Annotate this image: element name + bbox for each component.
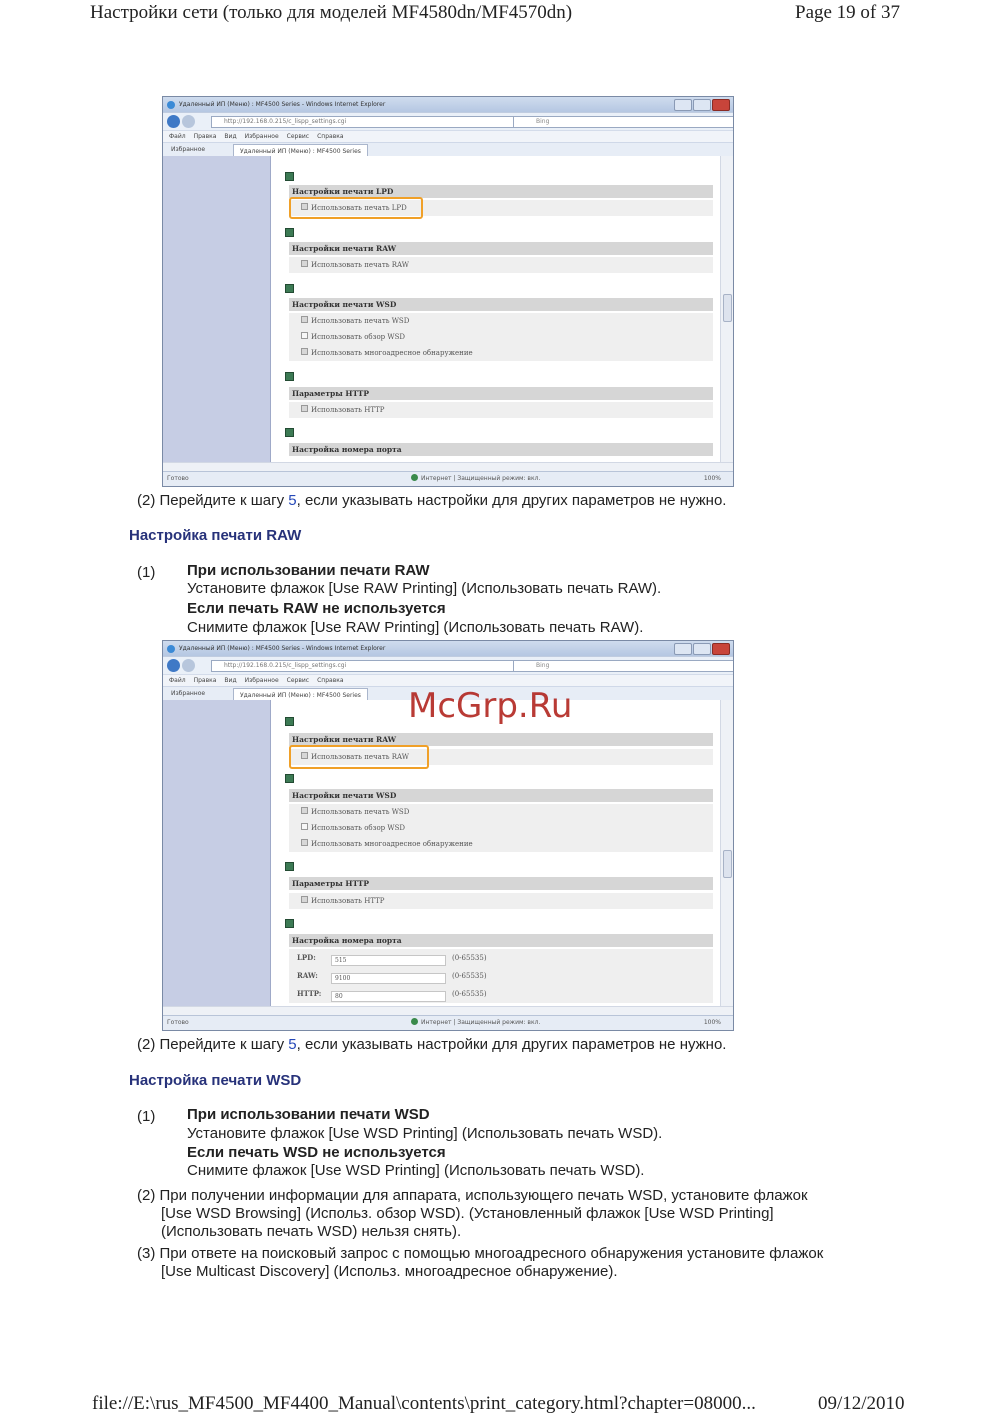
ie-icon	[167, 645, 175, 653]
raw-label: Использовать печать RAW	[311, 261, 409, 269]
port-row-http	[289, 985, 713, 1003]
minimize-button[interactable]	[674, 643, 692, 655]
left-nav-panel	[163, 700, 271, 1016]
highlight-raw	[289, 745, 429, 769]
forward-icon[interactable]	[182, 115, 195, 128]
wsd-step-2-line-3: (Использовать печать WSD) нельзя снять).	[161, 1223, 462, 1240]
status-text: Готово	[167, 475, 189, 482]
browser-window-1	[162, 96, 734, 487]
collapse-icon[interactable]	[285, 774, 294, 783]
wsd-printing-checkbox[interactable]	[301, 316, 308, 323]
collapse-icon[interactable]	[285, 284, 294, 293]
wsd-printing-checkbox[interactable]	[301, 807, 308, 814]
footer-date: 09/12/2010	[818, 1393, 905, 1414]
address-bar	[163, 112, 733, 130]
wsd-step-1-number: (1)	[137, 1108, 156, 1125]
http-label: Использовать HTTP	[311, 897, 385, 905]
menu-help[interactable]: Справка	[317, 677, 344, 684]
http-port-input[interactable]: 80	[331, 991, 446, 1002]
wsd-use-title: При использовании печати WSD	[187, 1106, 430, 1123]
http-checkbox[interactable]	[301, 405, 308, 412]
menu-tools[interactable]: Сервис	[286, 133, 310, 140]
menu-view[interactable]: Вид	[224, 133, 237, 140]
wsd-printing-label: Использовать печать WSD	[311, 317, 410, 325]
search-input[interactable]: Bing	[513, 660, 734, 672]
raw-checkbox[interactable]	[301, 260, 308, 267]
port-range: (0-65535)	[452, 990, 487, 998]
collapse-icon[interactable]	[285, 172, 294, 181]
menu-favorites[interactable]: Избранное	[244, 133, 279, 140]
wsd-option-1	[289, 313, 713, 329]
http-option	[289, 402, 713, 418]
zoom-level[interactable]: 100%	[703, 1019, 721, 1026]
menu-edit[interactable]: Правка	[193, 133, 217, 140]
lpd-header: Настройки печати LPD	[289, 185, 713, 198]
zone-status: Интернет | Защищенный режим: вкл.	[411, 1016, 540, 1030]
wsd-header: Настройки печати WSD	[289, 298, 713, 311]
multicast-label: Использовать многоадресное обнаружение	[311, 840, 473, 848]
address-bar	[163, 656, 733, 674]
watermark: McGrp.Ru	[408, 686, 573, 726]
raw-use-text: Установите флажок [Use RAW Printing] (Использовать печать RAW).	[187, 580, 662, 597]
raw-header: Настройки печати RAW	[289, 242, 713, 255]
wsd-step-3-line-1: (3) При ответе на поисковый запрос с помощью многоадресного обнаружения установите флажок	[137, 1245, 824, 1262]
status-text: Готово	[167, 1019, 189, 1026]
minimize-button[interactable]	[674, 99, 692, 111]
collapse-icon[interactable]	[285, 919, 294, 928]
step-5-link[interactable]: 5	[288, 492, 297, 509]
raw-section-title: Настройка печати RAW	[129, 527, 302, 544]
raw-notuse-title: Если печать RAW не используется	[187, 600, 446, 617]
http-header: Параметры HTTP	[289, 387, 713, 400]
lpd-port-input[interactable]: 515	[331, 955, 446, 966]
collapse-icon[interactable]	[285, 372, 294, 381]
menu-file[interactable]: Файл	[169, 677, 186, 684]
wsd-notuse-title: Если печать WSD не используется	[187, 1144, 446, 1161]
footer-path: file://E:\rus_MF4500_MF4400_Manual\contents\print_category.html?chapter=08000...	[92, 1393, 756, 1414]
wsd-step-2-line-2: [Use WSD Browsing] (Использ. обзор WSD). (Установленный флажок [Use WSD Printing]	[161, 1205, 774, 1222]
status-bar	[163, 471, 733, 486]
maximize-button[interactable]	[693, 99, 711, 111]
raw-port-input[interactable]: 9100	[331, 973, 446, 984]
raw-step-1-number: (1)	[137, 564, 156, 581]
forward-icon[interactable]	[182, 659, 195, 672]
http-header: Параметры HTTP	[289, 877, 713, 890]
port-row-raw	[289, 967, 713, 985]
http-option	[289, 893, 713, 909]
page-content	[163, 700, 733, 1016]
wsd-use-text: Установите флажок [Use WSD Printing] (Использовать печать WSD).	[187, 1125, 663, 1142]
http-label: Использовать HTTP	[311, 406, 385, 414]
close-button[interactable]	[712, 99, 730, 111]
settings-pane	[283, 700, 713, 1016]
vertical-scrollbar[interactable]	[720, 156, 733, 472]
collapse-icon[interactable]	[285, 717, 294, 726]
menu-favorites[interactable]: Избранное	[244, 677, 279, 684]
favorites-bar	[163, 142, 733, 157]
port-label: LPD:	[297, 953, 316, 962]
url-input[interactable]: http://192.168.0.215/c_lispp_settings.cgi	[211, 660, 515, 672]
window-title: Удаленный ИП (Меню) : MF4500 Series - Windows Internet Explorer	[179, 101, 386, 108]
collapse-icon[interactable]	[285, 228, 294, 237]
wsd-notuse-text: Снимите флажок [Use WSD Printing] (Использовать печать WSD).	[187, 1162, 645, 1179]
menu-bar	[163, 130, 733, 142]
menu-help[interactable]: Справка	[317, 133, 344, 140]
port-row-lpd	[289, 949, 713, 967]
window-titlebar	[163, 97, 733, 112]
back-icon[interactable]	[167, 659, 180, 672]
wsd-option-2	[289, 820, 713, 836]
wsd-header: Настройки печати WSD	[289, 789, 713, 802]
lpd-label: Использовать печать LPD	[311, 204, 407, 212]
port-header: Настройка номера порта	[289, 443, 713, 456]
wsd-browsing-checkbox[interactable]	[301, 823, 308, 830]
raw-notuse-text: Снимите флажок [Use RAW Printing] (Использовать печать RAW).	[187, 619, 644, 636]
vertical-scrollbar[interactable]	[720, 700, 733, 1016]
multicast-checkbox[interactable]	[301, 348, 308, 355]
close-button[interactable]	[712, 643, 730, 655]
status-bar	[163, 1015, 733, 1030]
menu-edit[interactable]: Правка	[193, 677, 217, 684]
favorites-button[interactable]: Избранное	[171, 146, 206, 153]
wsd-step-3-line-2: [Use Multicast Discovery] (Использ. многоадресное обнаружение).	[161, 1263, 618, 1280]
url-input[interactable]: http://192.168.0.215/c_lispp_settings.cgi	[211, 116, 515, 128]
port-range: (0-65535)	[452, 954, 487, 962]
menu-view[interactable]: Вид	[224, 677, 237, 684]
browser-tab[interactable]: Удаленный ИП (Меню) : MF4500 Series	[233, 144, 368, 156]
wsd-browsing-label: Использовать обзор WSD	[311, 333, 405, 341]
wsd-browsing-checkbox[interactable]	[301, 332, 308, 339]
step-2-after-lpd: (2) Перейдите к шагу 5, если указывать настройки для других параметров не нужно.	[137, 492, 727, 509]
port-range: (0-65535)	[452, 972, 487, 980]
window-titlebar	[163, 641, 733, 656]
multicast-label: Использовать многоадресное обнаружение	[311, 349, 473, 357]
scroll-thumb[interactable]	[723, 850, 732, 878]
maximize-button[interactable]	[693, 643, 711, 655]
raw-use-title: При использовании печати RAW	[187, 562, 430, 579]
step-5-link[interactable]: 5	[288, 1036, 297, 1053]
zoom-level[interactable]: 100%	[703, 475, 721, 482]
wsd-option-2	[289, 329, 713, 345]
window-title: Удаленный ИП (Меню) : MF4500 Series - Windows Internet Explorer	[179, 645, 386, 652]
wsd-section-title: Настройка печати WSD	[129, 1072, 302, 1089]
port-label: HTTP:	[297, 989, 322, 998]
raw-option	[289, 257, 713, 273]
page-header-title: Настройки сети (только для моделей MF4580dn/MF4570dn)	[90, 2, 573, 23]
multicast-checkbox[interactable]	[301, 839, 308, 846]
wsd-option-3	[289, 345, 713, 361]
menu-tools[interactable]: Сервис	[286, 677, 310, 684]
wsd-browsing-label: Использовать обзор WSD	[311, 824, 405, 832]
left-nav-panel	[163, 156, 271, 472]
back-icon[interactable]	[167, 115, 180, 128]
raw-step-2: (2) Перейдите к шагу 5, если указывать настройки для других параметров не нужно.	[137, 1036, 727, 1053]
ie-icon	[167, 101, 175, 109]
zone-status: Интернет | Защищенный режим: вкл.	[411, 472, 540, 486]
page-content	[163, 156, 733, 472]
port-header: Настройка номера порта	[289, 934, 713, 947]
favorites-button[interactable]: Избранное	[171, 690, 206, 697]
page-number: Page 19 of 37	[795, 2, 901, 23]
wsd-printing-label: Использовать печать WSD	[311, 808, 410, 816]
port-label: RAW:	[297, 971, 318, 980]
settings-pane	[283, 156, 713, 472]
wsd-step-2-line-1: (2) При получении информации для аппарата, использующего печать WSD, установите флажок	[137, 1187, 808, 1204]
http-checkbox[interactable]	[301, 896, 308, 903]
collapse-icon[interactable]	[285, 862, 294, 871]
menu-bar	[163, 674, 733, 686]
raw-label: Использовать печать RAW	[311, 753, 409, 761]
menu-file[interactable]: Файл	[169, 133, 186, 140]
highlight-lpd	[289, 197, 423, 219]
raw-header: Настройки печати RAW	[289, 733, 713, 746]
wsd-option-1	[289, 804, 713, 820]
collapse-icon[interactable]	[285, 428, 294, 437]
browser-tab[interactable]: Удаленный ИП (Меню) : MF4500 Series	[233, 688, 368, 700]
wsd-option-3	[289, 836, 713, 852]
scroll-thumb[interactable]	[723, 294, 732, 322]
search-input[interactable]: Bing	[513, 116, 734, 128]
